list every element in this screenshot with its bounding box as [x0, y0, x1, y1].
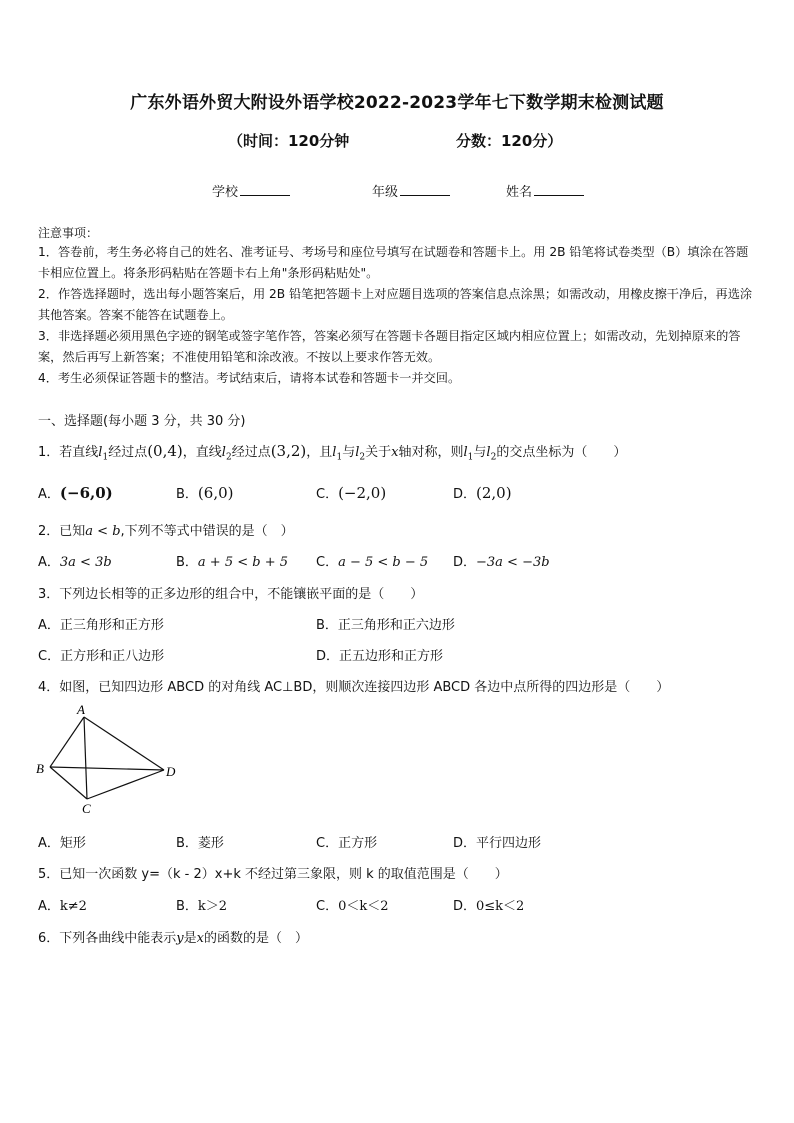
exam-time: （时间：120分钟 [228, 132, 350, 150]
option-label: B． [176, 555, 198, 570]
q3-option-a [38, 614, 164, 633]
q1-l2-sub: 2 [490, 452, 497, 463]
option-value: −3a < −3b [476, 555, 550, 570]
notice-heading: 注意事项： [38, 226, 99, 240]
option-value: 正方形 [338, 836, 378, 851]
edge-cd [87, 770, 164, 799]
q1-text: 关于 [365, 445, 392, 460]
q6-x: x [196, 931, 204, 946]
q1-point1: (0,4) [147, 442, 183, 460]
q1-l2-sub: 2 [225, 452, 232, 463]
q6-text: 6．下列各曲线中能表示 [38, 931, 177, 946]
option-value: 0＜k＜2 [338, 899, 389, 914]
q5-option-c [316, 895, 389, 914]
q1-l1: l [332, 445, 337, 460]
option-label: D． [316, 649, 340, 664]
grade-blank [400, 182, 450, 196]
exam-score: 分数：120分） [456, 132, 563, 150]
option-value: 正五边形和正方形 [339, 649, 444, 664]
name-field [506, 181, 584, 200]
option-value: 0≤k＜2 [476, 899, 525, 914]
q1-text: 与 [473, 445, 487, 460]
option-value: a − 5 < b − 5 [338, 555, 429, 570]
q1-l2-sub: 2 [359, 452, 366, 463]
vertex-label-b: B [36, 761, 44, 776]
q2-text: 2．已知 [38, 524, 86, 539]
q1-option-c [316, 483, 386, 502]
option-value: k≠2 [59, 899, 87, 914]
q1-text: 的交点坐标为（ ） [496, 445, 627, 460]
q1-text: 1．若直线 [38, 445, 99, 460]
q3-option-d [316, 645, 443, 664]
notice-item-4: 4．考生必须保证答题卡的整洁。考试结束后，请将本试卷和答题卡一并交回。 [38, 371, 461, 385]
q1-l1: l [463, 445, 468, 460]
q1-point2: (3,2) [270, 442, 307, 460]
option-label: C． [38, 649, 61, 664]
q1-text: 与 [342, 445, 356, 460]
option-value: (−6,0) [59, 484, 113, 502]
option-value: 正三角形和正方形 [59, 618, 164, 633]
question-5: 5．已知一次函数 y=（k - 2）x+k 不经过第三象限，则 k 的取值范围是（ ） [38, 867, 508, 882]
q4-option-b [176, 832, 224, 851]
option-value: a + 5 < b + 5 [197, 555, 289, 570]
q5-option-a [38, 895, 87, 914]
question-4: 4．如图，已知四边形 ABCD 的对角线 AC⊥BD，则顺次连接四边形 ABCD 各边中点所得的四边形是（ ） [38, 680, 670, 695]
q1-l1: l [98, 445, 103, 460]
option-value: (6,0) [197, 484, 234, 502]
q1-text: 经过点 [108, 445, 148, 460]
notice-item-3: 3．非选择题必须用黑色字迹的钢笔或签字笔作答，答案必须写在答题卡各题目指定区域内相应位置上；如需改动，先划掉原来的答案，然后再写上新答案；不准使用铅笔和涂改液。不按以上要求作答无效。 [38, 329, 741, 364]
q1-text: 轴对称，则 [398, 445, 464, 460]
option-label: B． [316, 618, 338, 633]
q1-option-d [453, 483, 512, 502]
school-blank [240, 182, 290, 196]
q4-option-c [316, 832, 377, 851]
option-label: C． [316, 487, 339, 502]
section-title: 一、选择题(每小题 3 分，共 30 分) [38, 414, 246, 429]
vertex-label-d: D [166, 764, 176, 779]
option-value: (−2,0) [338, 484, 387, 502]
diagonal-bd [50, 767, 164, 770]
edge-bc [50, 767, 87, 799]
question-1 [38, 441, 626, 463]
q2-option-c [316, 551, 428, 570]
notice-item-2: 2．作答选择题时，选出每小题答案后，用 2B 铅笔把答题卡上对应题目选项的答案信息点涂黑；如需改动，用橡皮擦干净后，再选涂其他答案。答案不能答在试题卷上。 [38, 287, 753, 322]
option-value: 平行四边形 [476, 836, 542, 851]
option-label: C． [316, 836, 339, 851]
school-field [212, 181, 290, 200]
q5-option-b [176, 895, 227, 914]
option-label: B． [176, 487, 198, 502]
q6-text: 的函数的是（ ） [204, 931, 309, 946]
option-label: A． [38, 899, 60, 914]
q1-text: ，直线 [182, 445, 222, 460]
q5-option-d [453, 895, 524, 914]
q1-l1-sub: 1 [467, 452, 474, 463]
q1-l2: l [221, 445, 226, 460]
option-label: A． [38, 487, 60, 502]
option-label: D． [453, 487, 477, 502]
grade-field [372, 181, 450, 200]
q2-option-a [38, 551, 112, 570]
option-label: B． [176, 836, 198, 851]
question-3: 3．下列边长相等的正多边形的组合中，不能镶嵌平面的是（ ） [38, 587, 424, 602]
question-6 [38, 927, 308, 946]
edge-ab [50, 717, 84, 767]
vertex-label-c: C [82, 801, 91, 816]
option-label: A． [38, 555, 60, 570]
q1-l1-sub: 1 [102, 452, 109, 463]
q1-text: ，且 [306, 445, 333, 460]
diagonal-ac [84, 717, 87, 799]
name-label: 姓名 [506, 185, 533, 200]
option-label: B． [176, 899, 198, 914]
option-label: D． [453, 555, 477, 570]
option-value: (2,0) [476, 484, 512, 502]
q1-text: 经过点 [231, 445, 271, 460]
q3-option-b [316, 614, 455, 633]
q1-l1-sub: 1 [336, 452, 343, 463]
quadrilateral-figure [32, 702, 192, 818]
edge-ad [84, 717, 164, 770]
notice-item-1: 1．答卷前，考生务必将自己的姓名、准考证号、考场号和座位号填写在试题卷和答题卡上。用 2B 铅笔将试卷类型（B）填涂在答题卡相应位置上。将条形码粘贴在答题卡右上角"条形码粘贴处"。 [38, 245, 749, 280]
grade-label: 年级 [372, 185, 399, 200]
q1-option-b [176, 483, 233, 502]
option-value: 菱形 [197, 836, 224, 851]
q2-expr: a < b [85, 524, 121, 539]
option-value: 正三角形和正六边形 [337, 618, 455, 633]
option-label: C． [316, 899, 339, 914]
q1-x: x [391, 445, 399, 460]
q6-y: y [176, 931, 184, 946]
school-label: 学校 [212, 185, 239, 200]
q4-option-d [453, 832, 541, 851]
option-value: k＞2 [197, 899, 228, 914]
q2-option-b [176, 551, 288, 570]
q1-l2: l [486, 445, 491, 460]
option-label: A． [38, 618, 60, 633]
option-label: D． [453, 836, 477, 851]
q1-l2: l [355, 445, 360, 460]
option-label: D． [453, 899, 477, 914]
option-value: 矩形 [59, 836, 86, 851]
q3-option-c [38, 645, 164, 664]
q1-option-a [38, 483, 113, 502]
question-2 [38, 520, 294, 539]
name-blank [534, 182, 584, 196]
page-title: 广东外语外贸大附设外语学校2022-2023学年七下数学期末检测试题 [130, 93, 664, 113]
vertex-label-a: A [77, 702, 85, 717]
q6-text: 是 [183, 931, 197, 946]
option-label: C． [316, 555, 339, 570]
option-label: A． [38, 836, 60, 851]
q4-option-a [38, 832, 86, 851]
option-value: 3a < 3b [59, 555, 112, 570]
option-value: 正方形和正八边形 [60, 649, 165, 664]
q2-option-d [453, 551, 550, 570]
q2-text: ,下列不等式中错误的是（ ） [120, 524, 294, 539]
